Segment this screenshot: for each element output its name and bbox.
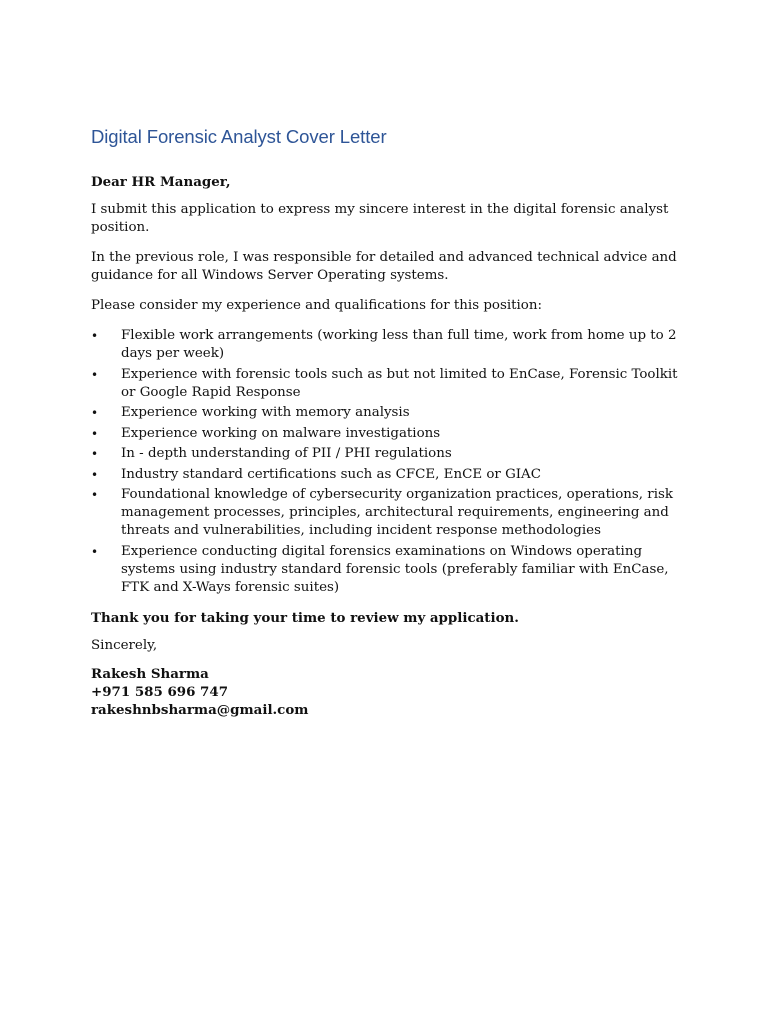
- closing-line: Thank you for taking your time to review my application.: [91, 609, 519, 626]
- signature-email: rakeshnbsharma@gmail.com: [91, 702, 309, 719]
- list-item-text: Experience working with memory analysis: [121, 405, 410, 420]
- signature-phone: +971 585 696 747: [91, 683, 229, 700]
- bullet-icon: •: [91, 544, 99, 559]
- list-item-text: In - depth understanding of PII / PHI regulations: [121, 446, 452, 461]
- list-item-text: Industry standard certifications such as CFCE, EnCE or GIAC: [121, 466, 541, 482]
- list-item: [91, 425, 691, 443]
- list-item: [91, 466, 691, 484]
- signature-name: Rakesh Sharma: [91, 665, 209, 682]
- qualifications-lead-paragraph: Please consider my experience and qualifications for this position:: [91, 298, 542, 313]
- qualifications-list: [91, 327, 691, 597]
- list-item: [91, 404, 691, 422]
- list-item-text: Foundational knowledge of cybersecurity organization practices, operations, risk management processes, principles, architectural requirements, engineering and threats and vulnerabilities, including incident response methodologies: [121, 487, 673, 538]
- signoff: Sincerely,: [91, 637, 158, 653]
- bullet-icon: •: [91, 467, 99, 482]
- list-item: [91, 366, 691, 402]
- list-item-text: Experience with forensic tools such as but not limited to EnCase, Forensic Toolkit or Google Rapid Response: [121, 366, 678, 400]
- list-item-text: Flexible work arrangements (working less than full time, work from home up to 2 days per week): [121, 328, 677, 361]
- bullet-icon: •: [91, 367, 99, 382]
- bullet-icon: •: [91, 406, 99, 420]
- bullet-icon: •: [91, 329, 99, 343]
- previous-role-paragraph: In the previous role, I was responsible for detailed and advanced technical advice and guidance for all Windows Server Operating systems.: [91, 250, 677, 283]
- salutation: Dear HR Manager,: [91, 174, 231, 190]
- bullet-icon: •: [91, 488, 99, 502]
- bullet-icon: •: [91, 426, 99, 441]
- intro-paragraph: I submit this application to express my sincere interest in the digital forensic analyst position.: [91, 202, 669, 235]
- bullet-icon: •: [91, 447, 99, 461]
- list-item-text: Experience working on malware investigations: [121, 425, 441, 441]
- list-item-text: Experience conducting digital forensics examinations on Windows operating systems using industry standard forensic tools (preferably familiar with EnCase, FTK and X-Ways forensic suites): [121, 543, 669, 595]
- list-item: [91, 486, 691, 540]
- signature-block: [91, 665, 691, 720]
- list-item: [91, 543, 691, 597]
- letter-body: [91, 124, 691, 719]
- list-item: [91, 327, 691, 363]
- letter-title: Digital Forensic Analyst Cover Letter: [91, 126, 387, 147]
- list-item: [91, 445, 691, 463]
